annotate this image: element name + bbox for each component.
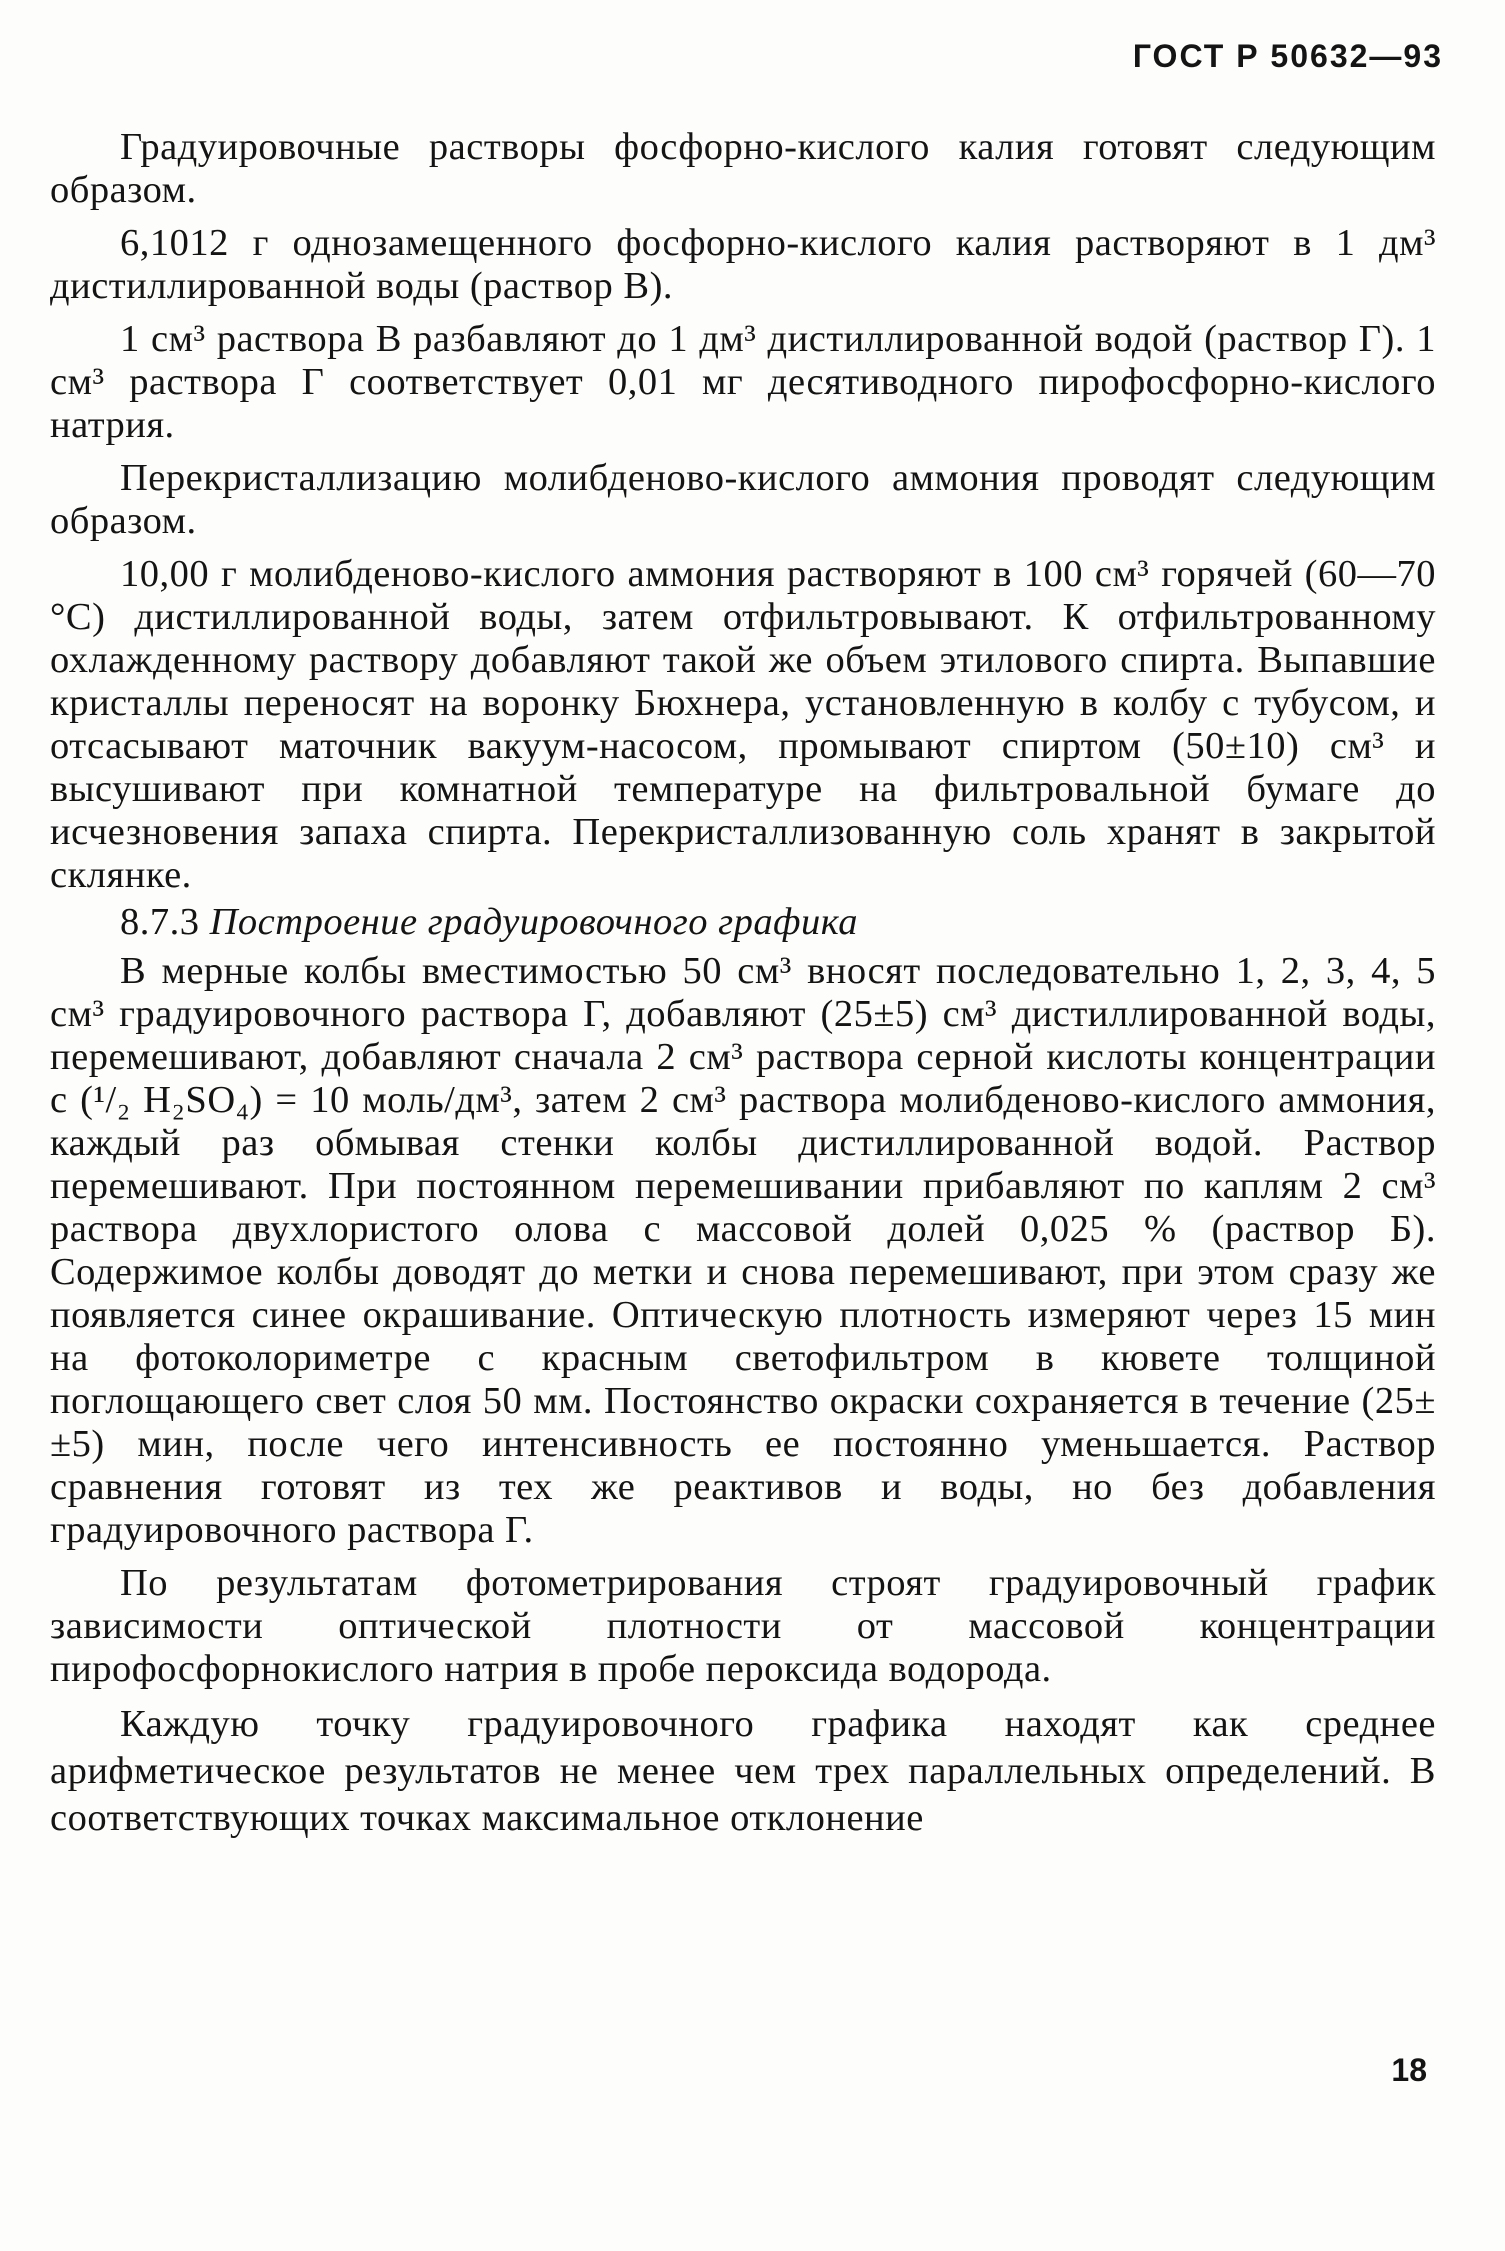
running-header: ГОСТ Р 50632—93 <box>1132 38 1443 74</box>
paragraph-recrystallization-procedure: 10,00 г молибденово-кислого аммония растворяют в 100 см³ горячей (60—70 °С) дистиллированной воды, затем отфильтровывают. К отфильтрованному охлажденному раствору добавляют такой же объем этилового спирта. Выпавшие кристаллы переносят на воронку Бюхнера, установленную в колбу с тубусом, и отсасывают маточник вакуум-насосом, промывают спиртом (50±10) см³ и высушивают при комнатной температуре на фильтровальной бумаге до исчезновения запаха спирта. Перекристаллизованную соль хранят в закрытой склянке. <box>50 553 1436 896</box>
paragraph-calibration-graph: По результатам фотометрирования строят градуировочный график зависимости оптической плотности от массовой концентрации пирофосфорнокислого натрия в пробе пероксида водорода. <box>50 1562 1436 1690</box>
paragraph-graph-points: Каждую точку градуировочного графика находят как среднее арифметическое результатов не менее чем трех параллельных определений. В соответствующих точках максимальное отклонение <box>50 1703 1436 1839</box>
paragraph-calibration-solutions-intro: Градуировочные растворы фосфорно-кислого калия готовят следующим образом. <box>50 126 1436 211</box>
page-number: 18 <box>1391 2052 1427 2088</box>
paragraph-solution-g: 1 см³ раствора В разбавляют до 1 дм³ дистиллированной водой (раствор Г). 1 см³ раствора Г соответствует 0,01 мг десятиводного пирофосфорно-кислого натрия. <box>50 318 1436 446</box>
paragraph-calibration-procedure: В мерные колбы вместимостью 50 см³ вносят последовательно 1, 2, 3, 4, 5 см³ градуировочного раствора Г, добавляют (25±5) см³ дистиллированной воды, перемешивают, добавляют сначала 2 см³ раствора серной кислоты концентрации c (¹/₂ H₂SO₄) = 10 моль/дм³, затем 2 см³ раствора молибденово-кислого аммония, каждый раз обмывая стенки колбы дистиллированной водой. Раствор перемешивают. При постоянном перемешивании прибавляют по каплям 2 см³ раствора двухлористого олова с массовой долей 0,025 % (раствор Б). Содержимое колбы доводят до метки и снова перемешивают, при этом сразу же появляется синее окрашивание. Оптическую плотность измеряют через 15 мин на фотоколориметре с красным светофильтром в кювете толщиной поглощающего свет слоя 50 мм. Постоянство окраски сохраняется в течение (25± ±5) мин, после чего интенсивность ее постоянно уменьшается. Раствор сравнения готовят из тех же реактивов и воды, но без добавления градуировочного раствора Г. <box>50 950 1436 1551</box>
subsection-title: Построение градуировочного графика <box>209 901 859 943</box>
subsection-number: 8.7.3 <box>120 901 200 943</box>
body-text <box>50 126 1436 1852</box>
paragraph-solution-v: 6,1012 г однозамещенного фосфорно-кислого калия растворяют в 1 дм³ дистиллированной воды (раствор В). <box>50 222 1436 307</box>
subsection-heading <box>50 901 1436 944</box>
paragraph-recrystallization-intro: Перекристаллизацию молибденово-кислого аммония проводят следующим образом. <box>50 457 1436 542</box>
